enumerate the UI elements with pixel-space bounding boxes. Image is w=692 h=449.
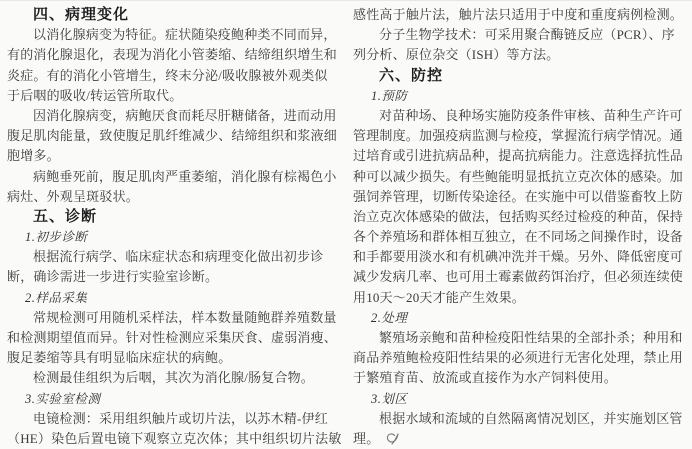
body-line: 炎症。有的消化小管增生，终末分泌/吸收腺被外观类似	[7, 67, 328, 83]
body-line: 和手都要用淡水和有机碘冲洗并干燥。另外、降低密度可	[353, 249, 684, 265]
body-line: 于后咽的吸收/转运管所取代。	[7, 87, 183, 103]
body-line: 检测最佳组织为后咽，其次为消化腺/肠复合物。	[33, 370, 315, 386]
body-line: 减少发病几率、也可用土霉素做药饵治疗，但必须连续使	[353, 269, 684, 285]
body-line: 过培育或引进抗病品种，提高抗病能力。注意选择抗性品	[353, 148, 684, 164]
body-line: 管理制度。加强疫病监测与检疫，掌握流行病学情况。通	[353, 128, 684, 144]
section-heading: 五、诊断	[33, 207, 98, 225]
subsection-heading: 2.样品采集	[25, 290, 88, 305]
subsection-heading: 3.划区	[371, 391, 408, 406]
section-heading: 四、病理变化	[33, 6, 130, 23]
body-line: 常规检测可用随机采样法，样本数量随鲍群养殖数量	[33, 309, 337, 325]
body-line: 对苗种场、良种场实施防疫条件审核、苗种生产许可	[379, 107, 683, 123]
document-page	[0, 1, 692, 449]
subsection-heading: 1.初步诊断	[25, 230, 88, 245]
flourish-end-of-article-mark	[385, 432, 402, 445]
body-line: 治立克次体感染的做法，包括购买经过检疫的种苗，保持	[353, 208, 684, 224]
body-line: 商品养殖鲍检疫阳性结果的必须进行无害化处理，禁止用	[353, 350, 684, 366]
body-line: 根据流行病学、临床症状态和病理变化做出初步诊	[33, 249, 324, 265]
body-line: 腹足肌肉能量，致使腹足肌纤维减少、结缔组织和浆液细	[7, 128, 338, 144]
body-line: 电镜检测：采用组织触片或切片法，以苏木精-伊红	[33, 410, 328, 426]
right-column	[353, 5, 686, 449]
subsection-heading: 2.处理	[371, 310, 408, 325]
body-line: 腹足萎缩等具有明显临床症状的病鲍。	[7, 350, 232, 366]
body-line: 强饲养管理，切断传染途径。在实施中可以借鉴畜牧上防	[353, 188, 684, 204]
body-line: 病鲍垂死前，腹足肌肉严重萎缩，消化腺有棕褐色小	[33, 168, 337, 184]
body-line: 根据水域和流域的自然隔离情况划区，并实施划区管	[379, 410, 683, 426]
body-line: 感性高于触片法，触片法只适用于中度和重度病例检测。	[353, 7, 684, 22]
body-line: 种可以减少损失。有些鲍能明显抵抗立克次体的感染。加	[353, 168, 684, 184]
body-line: 有的消化腺退化，表现为消化小管萎缩、结缔组织增生和	[7, 47, 338, 63]
body-line: 于繁殖育苗、放流或直接作为水产饲料使用。	[353, 370, 618, 386]
body-line: 用10天～20天才能产生效果。	[353, 289, 526, 305]
body-line: 理。	[353, 429, 686, 449]
body-line: 和检测期望值而异。针对性检测应采集厌食、虚弱消瘦、	[7, 330, 338, 345]
body-line: （HE）染色后置电镜下观察立克次体；其中组织切片法敏	[7, 430, 342, 446]
body-line: 因消化腺病变，病鲍厌食而耗尽肝糖储备，进而动用	[33, 107, 337, 123]
body-line: 胞增多。	[7, 148, 60, 164]
subsection-heading: 1.预防	[371, 88, 408, 103]
left-column	[7, 5, 340, 449]
subsection-heading: 3.实验室检测	[25, 391, 101, 406]
body-line: 各个养殖场和群体相互独立，在不同场之间操作时，设备	[353, 229, 684, 245]
section-heading: 六、防控	[379, 66, 444, 84]
body-line: 分子生物学技术：可采用聚合酶链反应（PCR）、序	[379, 27, 675, 43]
body-line: 列分析、原位杂交（ISH）等方法。	[353, 47, 560, 63]
body-line: 断，确诊需进一步进行实验室诊断。	[7, 269, 219, 285]
body-line: 以消化腺病变为特征。症状随染疫鲍种类不同而异，	[33, 27, 337, 43]
body-line: 繁殖场亲鲍和苗种检疫阳性结果的全部扑杀；种用和	[379, 330, 683, 345]
body-line: 病灶、外观呈斑驳状。	[7, 188, 140, 204]
